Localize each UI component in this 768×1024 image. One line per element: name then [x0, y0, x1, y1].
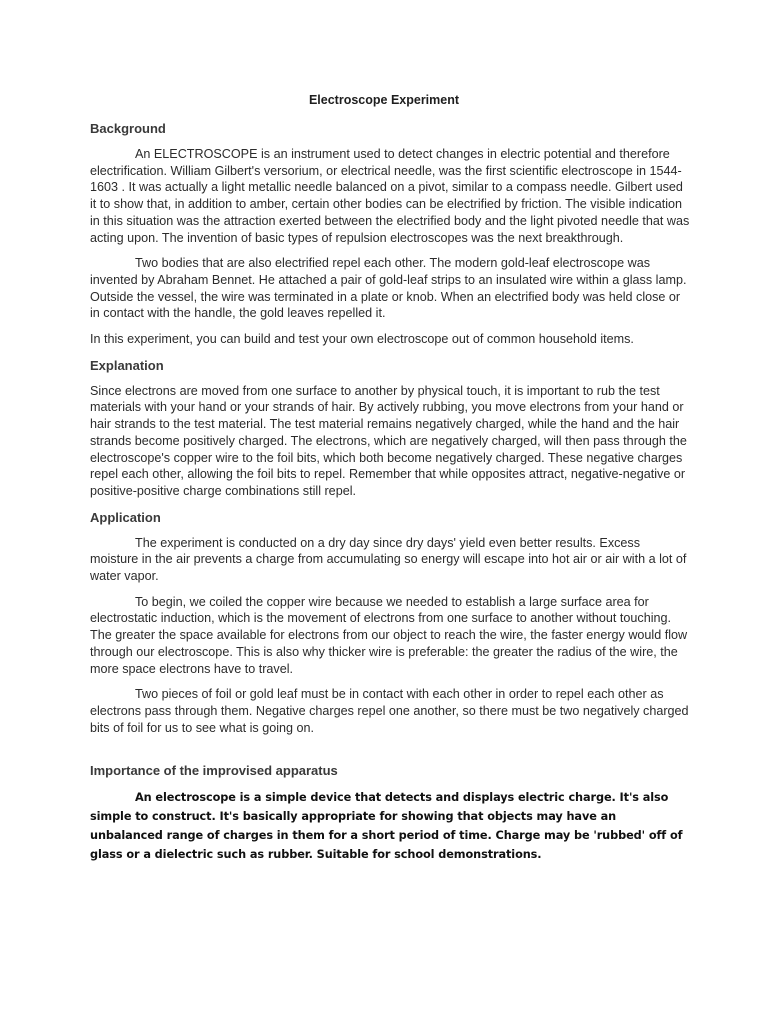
- paragraph: Since electrons are moved from one surface to another by physical touch, it is important to rub the test materials with your hand or your strands of hair. By actively rubbing, you move electrons from your hand or hair strands to the test material. The test material remains negatively charged, while the hand and the hair strands become positively charged. The electrons, which are negatively charged, will then pass through the electroscope's copper wire to the foil bits, which both become negatively charged. These negative charges repel each other, allowing the foil bits to repel. Remember that while opposites attract, negative-negative or positive-positive charge combinations still repel.: [90, 383, 687, 498]
- paragraph: In this experiment, you can build and test your own electroscope out of common household items.: [90, 332, 634, 347]
- section-heading-importance: Importance of the improvised apparatus: [90, 763, 338, 779]
- section-importance: [90, 762, 690, 864]
- paragraph: The experiment is conducted on a dry day since dry days' yield even better results. Excess moisture in the air prevents a charge from accumulating so energy will escape into hot air or air with a lot of water vapor.: [90, 535, 687, 584]
- section-explanation: [90, 357, 690, 500]
- paragraph: Two pieces of foil or gold leaf must be in contact with each other in order to repel each other as electrons pass through them. Negative charges repel one another, so there must be two negatively charged bits of foil for us to see what is going on.: [90, 687, 689, 735]
- section-heading-application: Application: [90, 509, 161, 525]
- section-background: [90, 120, 690, 348]
- paragraph: An electroscope is a simple device that detects and displays electric charge. It's also simple to construct. It's basically appropriate for showing that objects may have an unbalanced range of charges in them for a short period of time. Charge may be 'rubbed' off of glass or a dielectric such as rubber. Suitable for school demonstrations.: [90, 791, 683, 862]
- section-application: [90, 509, 690, 737]
- document-body: [90, 120, 690, 873]
- section-heading-background: Background: [90, 121, 166, 136]
- paragraph: Two bodies that are also electrified repel each other. The modern gold-leaf electroscope was invented by Abraham Bennet. He attached a pair of gold-leaf strips to an insulated wire within a glass lamp. Outside the vessel, the wire was terminated in a plate or knob. When an electrified body was held close or in contact with the handle, the gold leaves repelled it.: [90, 256, 687, 321]
- paragraph: An ELECTROSCOPE is an instrument used to detect changes in electric potential and therefore electrification. William Gilbert's versorium, or electrical needle, was the first scientific electroscope in 1544-1603 . It was actually a light metallic needle balanced on a pivot, similar to a compass needle. Gilbert used it to show that, in addition to amber, certain other bodies can be electrified by friction. The visible indication in this situation was the attraction exerted between the electrified body and the light pivoted needle that was acting upon. The invention of basic types of repulsion electroscopes was the next breakthrough.: [90, 147, 690, 245]
- paragraph: To begin, we coiled the copper wire because we needed to establish a large surface area for electrostatic induction, which is the movement of electrons from one surface to another without touching. The greater the space available for electrons from our object to reach the wire, the faster energy would flow through our electroscope. This is also why thicker wire is preferable: the greater the radius of the wire, the more space electrons have to travel.: [90, 594, 688, 676]
- section-heading-explanation: Explanation: [90, 357, 164, 373]
- page-title: Electroscope Experiment: [308, 93, 460, 107]
